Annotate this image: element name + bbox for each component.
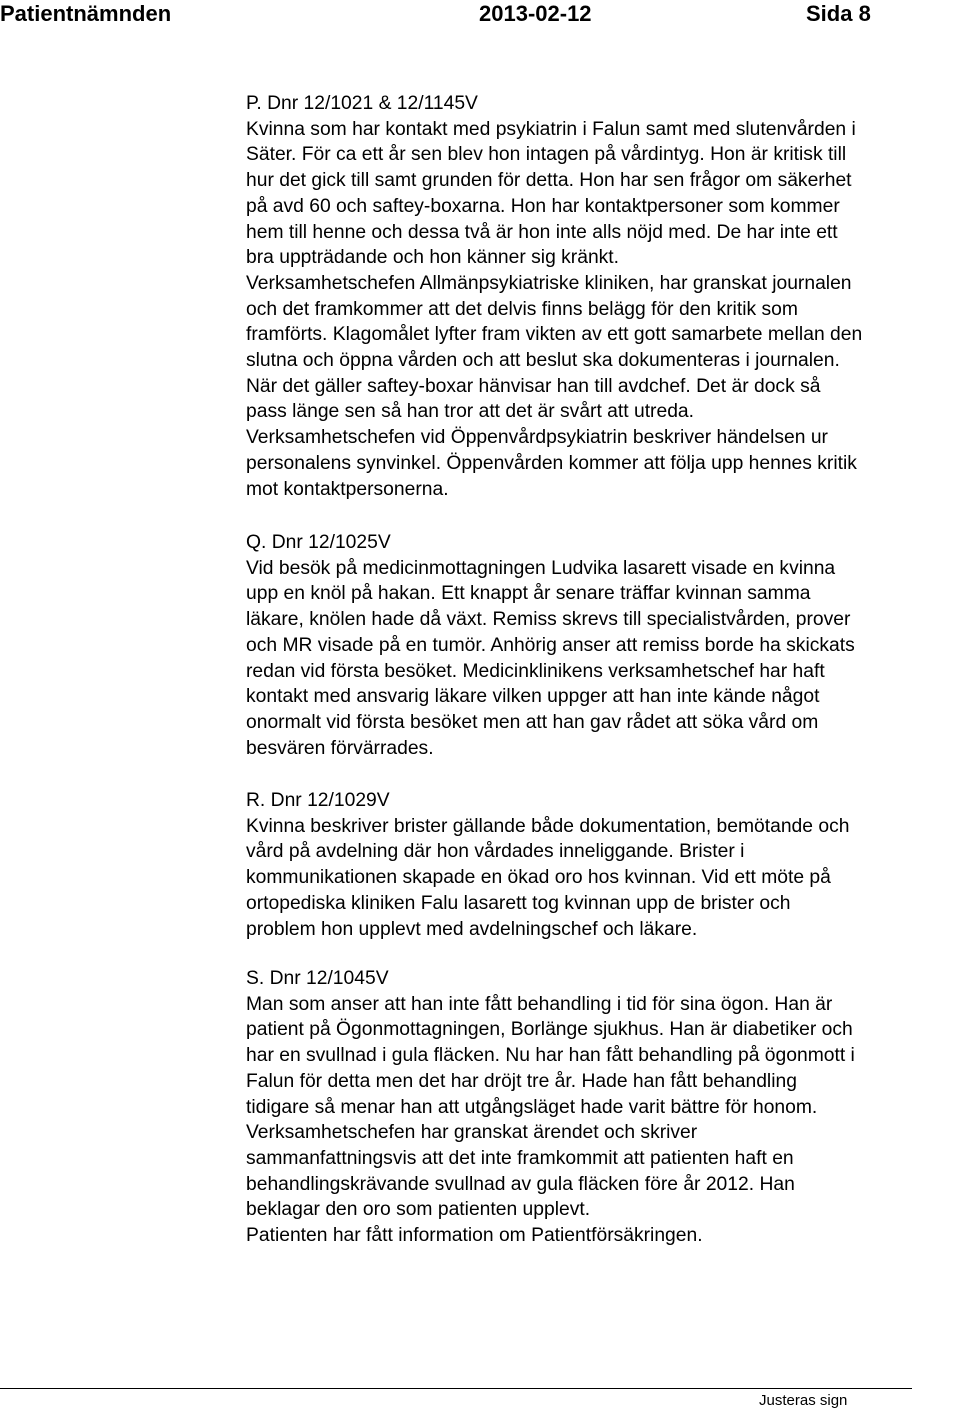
case-r-text-line: vård på avdelning där hon vårdades inneliggande. Brister i bbox=[246, 841, 745, 863]
case-s-text-line: har en svullnad i gula fläcken. Nu har han fått behandling på ögonmott i bbox=[246, 1045, 855, 1067]
header-organization: Patientnämnden bbox=[0, 1, 172, 26]
case-r bbox=[246, 788, 958, 942]
signature-label: Justeras sign bbox=[759, 1392, 848, 1409]
case-p-text-line: framförts. Klagomålet lyfter fram vikten av ett gott samarbete mellan den bbox=[246, 324, 863, 346]
case-s-text-line: behandlingskrävande svullnad av gula fläcken före år 2012. Han bbox=[246, 1173, 795, 1195]
case-p-text-line: Säter. För ca ett år sen blev hon intagen på vårdintyg. Hon är kritisk till bbox=[246, 144, 847, 166]
case-s-text-line: beklagar den oro som patienten upplevt. bbox=[246, 1199, 591, 1221]
case-p-text-line: mot kontaktpersonerna. bbox=[246, 478, 449, 500]
case-p-text-line: Verksamhetschefen Allmänpsykiatriske kliniken, har granskat journalen bbox=[246, 272, 852, 294]
case-q bbox=[246, 530, 958, 761]
case-r-text-line: ortopediska kliniken Falu lasarett tog kvinnan upp de brister och bbox=[246, 892, 791, 914]
case-q-id: Q. Dnr 12/1025V bbox=[246, 532, 391, 553]
case-s-id: S. Dnr 12/1045V bbox=[246, 968, 389, 989]
case-r-text-line: Kvinna beskriver brister gällande både dokumentation, bemötande och bbox=[246, 815, 850, 837]
case-q-text-line: besvären förvärrades. bbox=[246, 737, 434, 759]
case-s-text-line: patient på Ögonmottagningen, Borlänge sjukhus. Han är diabetiker och bbox=[246, 1019, 853, 1041]
case-s bbox=[246, 966, 958, 1249]
case-p-text-line: bra uppträdande och hon känner sig kränkt. bbox=[246, 247, 620, 269]
case-p-text-line: Kvinna som har kontakt med psykiatrin i Falun samt med slutenvården i bbox=[246, 118, 856, 140]
case-p-text-line: slutna och öppna vården och att beslut ska dokumenteras i journalen. bbox=[246, 350, 840, 372]
case-q-text-line: onormalt vid första besöket men att han gav rådet att söka vård om bbox=[246, 711, 819, 733]
case-s-text-line: tidigare så menar han att utgångsläget hade varit bättre för honom. bbox=[246, 1096, 818, 1118]
case-s-text-line: Verksamhetschefen har granskat ärendet och skriver bbox=[246, 1122, 698, 1144]
case-p-text-line: När det gäller saftey-boxar hänvisar han till avdchef. Det är dock så bbox=[246, 375, 821, 397]
case-r-id: R. Dnr 12/1029V bbox=[246, 790, 390, 811]
case-p-text-line: hem till henne och dessa två är hon inte alls nöjd med. De har inte ett bbox=[246, 221, 838, 243]
case-p-id: P. Dnr 12/1021 & 12/1145V bbox=[246, 93, 478, 114]
header-page-number: Sida 8 bbox=[806, 1, 871, 26]
case-p-text-line: personalens synvinkel. Öppenvården kommer att följa upp hennes kritik bbox=[246, 452, 857, 474]
case-r-text-line: kommunikationen skapade en ökad oro hos kvinnan. Vid ett möte på bbox=[246, 867, 831, 889]
case-s-text-line: Man som anser att han inte fått behandling i tid för sina ögon. Han är bbox=[246, 993, 833, 1015]
case-q-text-line: upp en knöl på hakan. Ett knappt år senare träffar kvinnan samma bbox=[246, 583, 811, 605]
case-s-text-line: Patienten har fått information om Patientförsäkringen. bbox=[246, 1225, 703, 1247]
case-p-text-line: och det framkommer att det delvis finns belägg för den kritik som bbox=[246, 298, 798, 320]
page-header bbox=[0, 0, 960, 30]
case-q-text-line: och MR visade på en tumör. Anhörig anser att remiss borde ha skickats bbox=[246, 634, 855, 656]
case-p-text-line: Verksamhetschefen vid Öppenvårdpsykiatrin beskriver händelsen ur bbox=[246, 427, 828, 449]
case-q-text-line: Vid besök på medicinmottagningen Ludvika lasarett visade en kvinna bbox=[246, 557, 836, 579]
case-q-text-line: redan vid första besöket. Medicinklinikens verksamhetschef har haft bbox=[246, 660, 825, 682]
case-r-text-line: problem hon upplevt med avdelningschef och läkare. bbox=[246, 918, 698, 940]
case-s-text-line: sammanfattningsvis att det inte framkommit att patienten haft en bbox=[246, 1147, 794, 1169]
case-p-text-line: hur det gick till samt grunden för detta. Hon har sen frågor om säkerhet bbox=[246, 170, 852, 192]
case-q-text-line: läkare, knölen hade då växt. Remiss skrevs till specialistvården, prover bbox=[246, 609, 851, 631]
case-p-text-line: på avd 60 och saftey-boxarna. Hon har kontaktpersoner som kommer bbox=[246, 195, 840, 217]
case-p-text-line: pass länge sen så han tror att det är svårt att utreda. bbox=[246, 401, 695, 423]
signature-line bbox=[0, 1388, 912, 1389]
case-q-text-line: kontakt med ansvarig läkare vilken uppger att han inte kände något bbox=[246, 686, 820, 708]
case-p bbox=[246, 91, 958, 502]
case-s-text-line: Falun för detta men det har dröjt tre år. Hade han fått behandling bbox=[246, 1070, 797, 1092]
header-date: 2013-02-12 bbox=[479, 1, 592, 26]
